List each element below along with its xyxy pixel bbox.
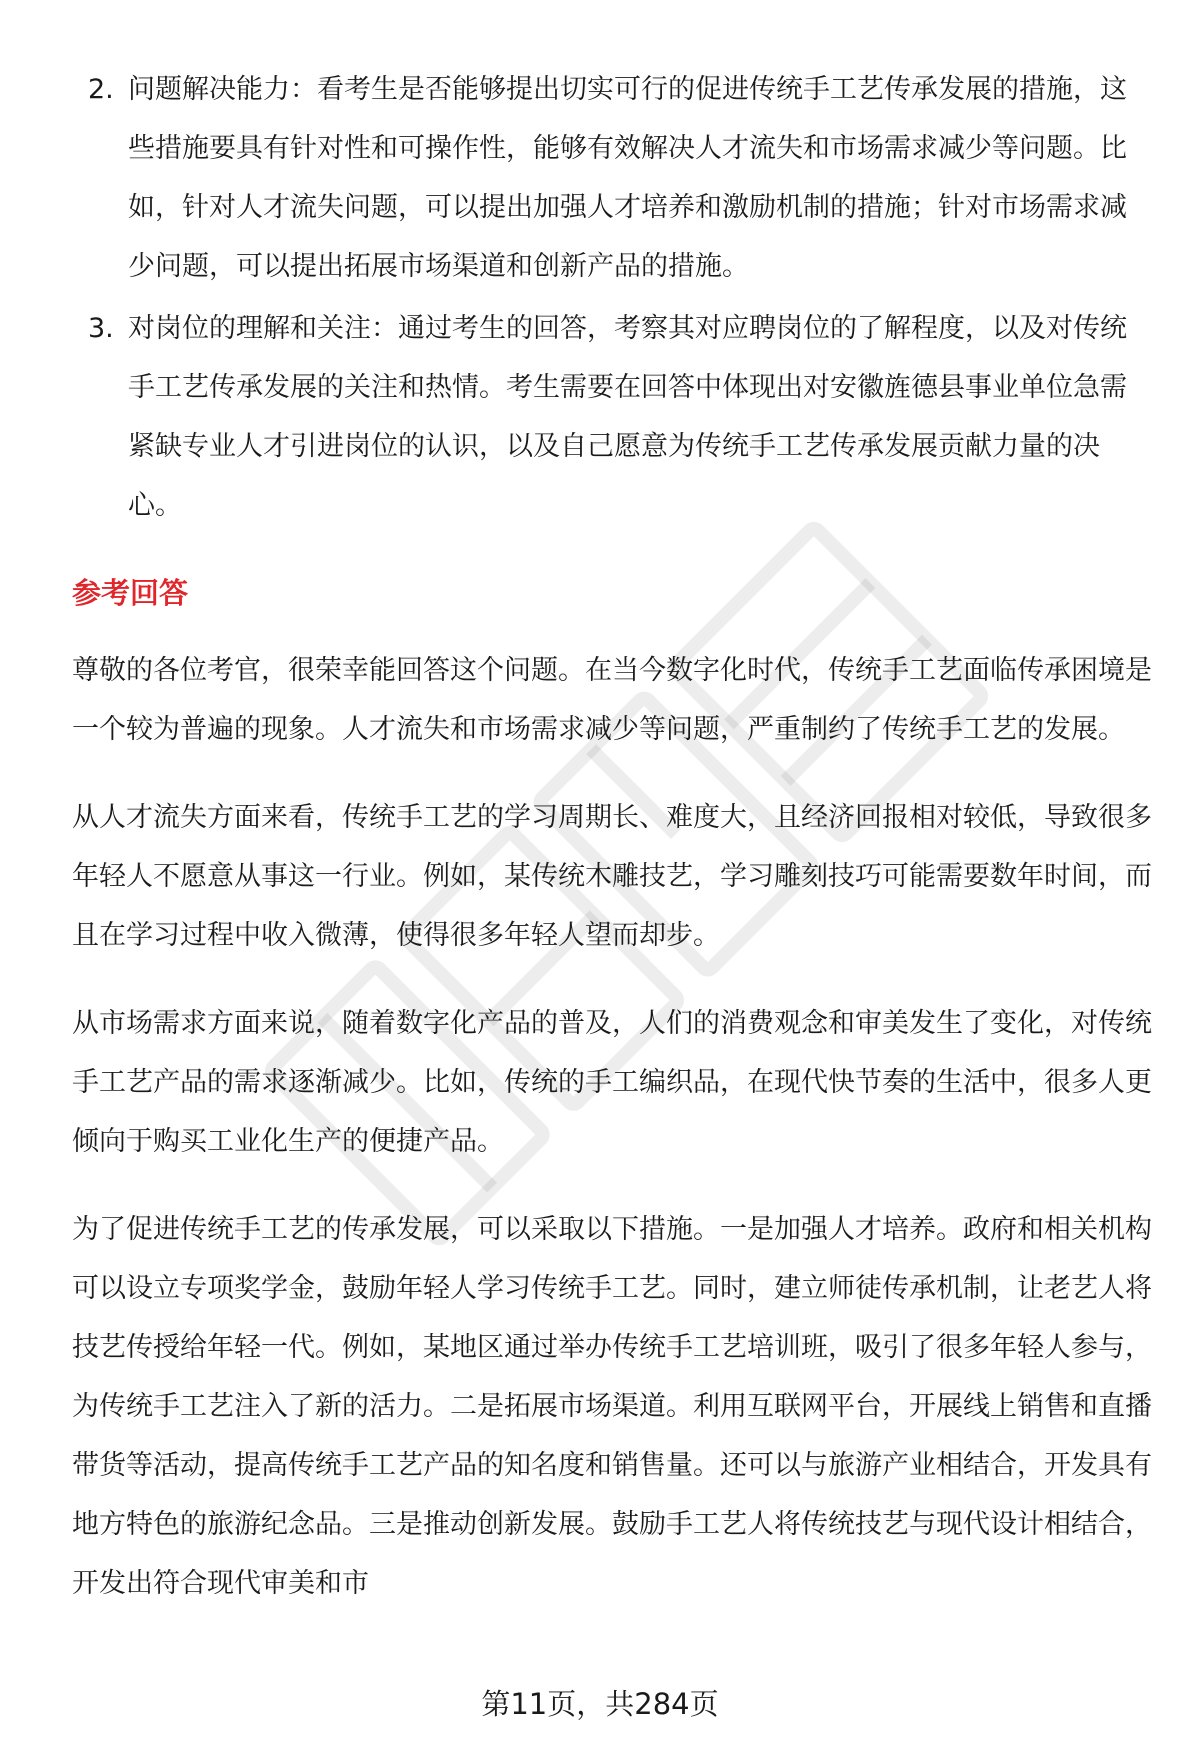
list-item-text: 对岗位的理解和关注：通过考生的回答，考察其对应聘岗位的了解程度，以及对传统手工艺传承发展的关注和热情。考生需要在回答中体现出对安徽旌德县事业单位急需紧缺专业人才引进岗位的认识，以及自己愿意为传统手工艺传承发展贡献力量的决心。	[128, 313, 1127, 521]
paragraph: 从人才流失方面来看，传统手工艺的学习周期长、难度大，且经济回报相对较低，导致很多年轻人不愿意从事这一行业。例如，某传统木雕技艺，学习雕刻技巧可能需要数年时间，而且在学习过程中收入微薄，使得很多年轻人望而却步。	[72, 802, 1152, 951]
document-content	[72, 60, 1152, 1642]
list-item-number: 3.	[88, 313, 114, 344]
paragraph: 尊敬的各位考官，很荣幸能回答这个问题。在当今数字化时代，传统手工艺面临传承困境是一个较为普遍的现象。人才流失和市场需求减少等问题，严重制约了传统手工艺的发展。	[72, 655, 1152, 745]
list-item	[72, 60, 1152, 296]
list-item	[72, 299, 1152, 535]
list-item-number: 2.	[88, 74, 114, 105]
paragraph: 从市场需求方面来说，随着数字化产品的普及，人们的消费观念和审美发生了变化，对传统手工艺产品的需求逐渐减少。比如，传统的手工编织品，在现代快节奏的生活中，很多人更倾向于购买工业化生产的便捷产品。	[72, 1008, 1152, 1157]
list-item-text: 问题解决能力：看考生是否能够提出切实可行的促进传统手工艺传承发展的措施，这些措施要具有针对性和可操作性，能够有效解决人才流失和市场需求减少等问题。比如，针对人才流失问题，可以提出加强人才培养和激励机制的措施；针对市场需求减少问题，可以提出拓展市场渠道和创新产品的措施。	[128, 74, 1127, 282]
section-title: 参考回答	[72, 576, 189, 610]
paragraph: 为了促进传统手工艺的传承发展，可以采取以下措施。一是加强人才培养。政府和相关机构可以设立专项奖学金，鼓励年轻人学习传统手工艺。同时，建立师徒传承机制，让老艺人将技艺传授给年轻一代。例如，某地区通过举办传统手工艺培训班，吸引了很多年轻人参与，为传统手工艺注入了新的活力。二是拓展市场渠道。利用互联网平台，开展线上销售和直播带货等活动，提高传统手工艺产品的知名度和销售量。还可以与旅游产业相结合，开发具有地方特色的旅游纪念品。三是推动创新发展。鼓励手工艺人将传统技艺与现代设计相结合，开发出符合现代审美和市	[72, 1214, 1152, 1599]
criteria-list	[72, 60, 1152, 535]
page-number: 第11页，共284页	[481, 1687, 719, 1721]
